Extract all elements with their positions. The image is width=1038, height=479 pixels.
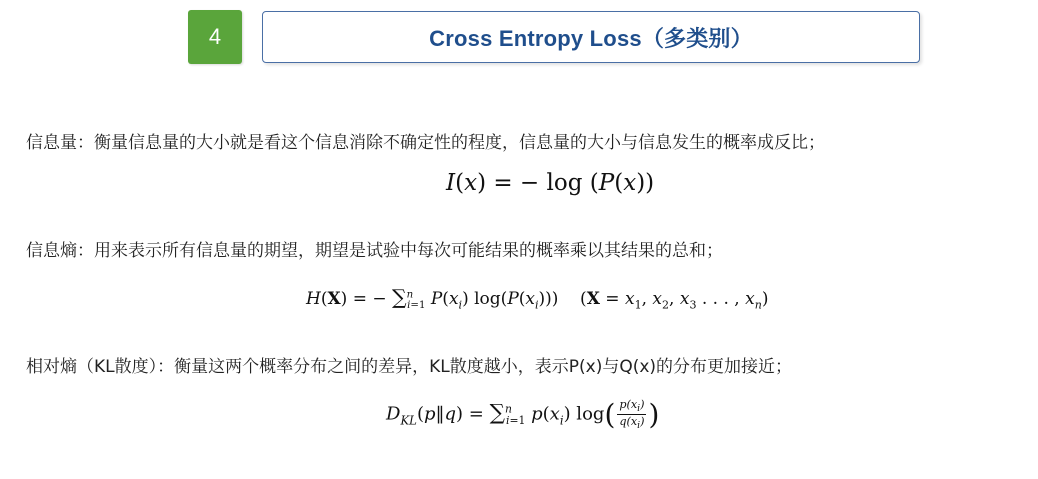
paragraph-entropy <box>26 236 723 261</box>
section-number-badge: 4 <box>188 10 242 64</box>
formula-entropy: H(X) = − ∑$^n_{i=1}$ $P(x_i)$ $\log(P(x_i))$) ($X = x_1$, $x_2$, $x_3$ . . . , $x_n$) <box>306 285 769 312</box>
paragraph-text: 衡量这两个概率分布之间的差异，KL散度越小，表示P(x)与Q(x)的分布更加接近； <box>174 357 793 377</box>
formula-information: I(x) = − log (P(x)) <box>446 170 655 196</box>
paragraph-information <box>26 128 825 153</box>
paragraph-label: 信息熵： <box>26 241 94 261</box>
title-box <box>262 11 920 63</box>
paragraph-label: 相对熵（KL散度）： <box>26 357 175 377</box>
paragraph-label: 信息量： <box>26 133 94 153</box>
formula-kl-divergence: $D_{KL}(p‖q) = \sum^n_{i=1}$ $p(x_i)$ log( $\frac{p(x_i)}{q(x_i)}$ ) <box>386 398 660 432</box>
paragraph-text: 衡量信息量的大小就是看这个信息消除不确定性的程度，信息量的大小与信息发生的概率成反比； <box>94 133 825 153</box>
paragraph-text: 用来表示所有信息量的期望，期望是试验中每次可能结果的概率乘以其结果的总和； <box>94 241 723 261</box>
slide-title: Cross Entropy Loss（多类别） <box>429 25 753 51</box>
paragraph-kl-divergence <box>26 352 792 377</box>
